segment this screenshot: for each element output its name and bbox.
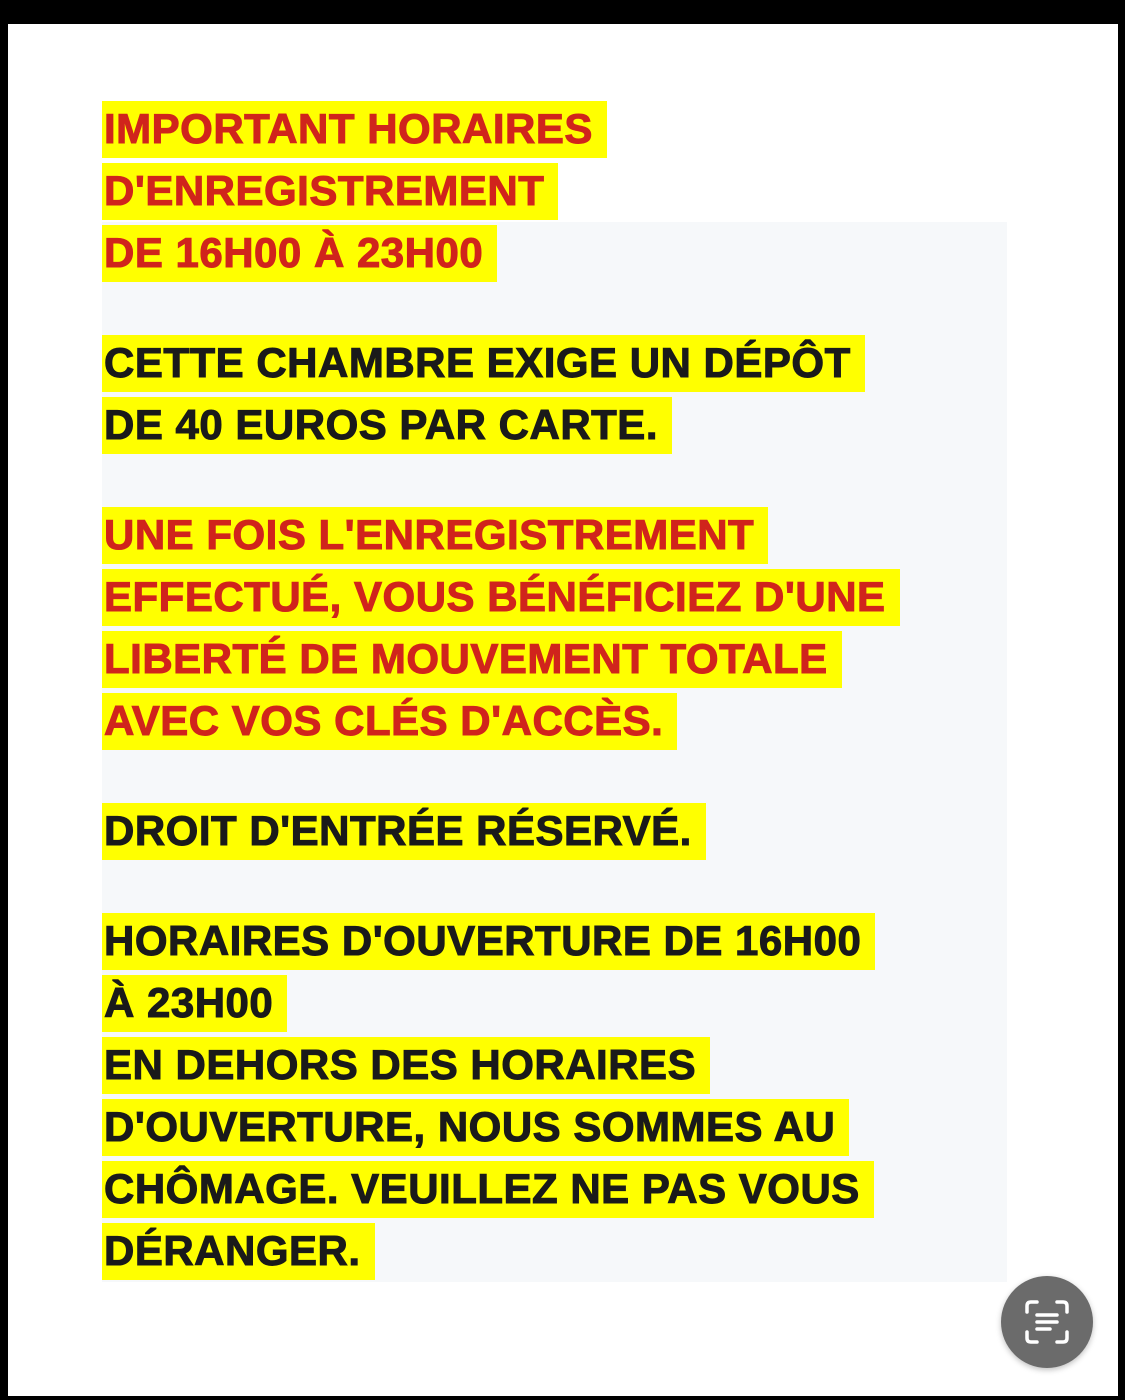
- text-line: D'OUVERTURE, NOUS SOMMES AU: [102, 1096, 1062, 1158]
- text-line: D'ENREGISTREMENT: [102, 160, 1062, 222]
- text-line: LIBERTÉ DE MOUVEMENT TOTALE: [102, 628, 1062, 690]
- entry-right-paragraph: [102, 800, 1062, 862]
- access-keys-paragraph: [102, 504, 1062, 752]
- text-line: CHÔMAGE. VEUILLEZ NE PAS VOUS: [102, 1158, 1062, 1220]
- text-line: IMPORTANT HORAIRES: [102, 98, 1062, 160]
- text-line: AVEC VOS CLÉS D'ACCÈS.: [102, 690, 1062, 752]
- text-line: À 23H00: [102, 972, 1062, 1034]
- text-line: DE 40 EUROS PAR CARTE.: [102, 394, 1062, 456]
- text-line: EN DEHORS DES HORAIRES: [102, 1034, 1062, 1096]
- text-line: CETTE CHAMBRE EXIGE UN DÉPÔT: [102, 332, 1062, 394]
- text-line: UNE FOIS L'ENREGISTREMENT: [102, 504, 1062, 566]
- text-scan-icon: [1021, 1296, 1073, 1348]
- notice-text: [102, 98, 1062, 1330]
- text-line: DROIT D'ENTRÉE RÉSERVÉ.: [102, 800, 1062, 862]
- text-scan-button[interactable]: [1001, 1276, 1093, 1368]
- checkin-hours-paragraph: [102, 98, 1062, 284]
- deposit-paragraph: [102, 332, 1062, 456]
- text-line: HORAIRES D'OUVERTURE DE 16H00: [102, 910, 1062, 972]
- opening-hours-paragraph: [102, 910, 1062, 1282]
- text-line: DÉRANGER.: [102, 1220, 1062, 1282]
- text-line: EFFECTUÉ, VOUS BÉNÉFICIEZ D'UNE: [102, 566, 1062, 628]
- text-line: DE 16H00 À 23H00: [102, 222, 1062, 284]
